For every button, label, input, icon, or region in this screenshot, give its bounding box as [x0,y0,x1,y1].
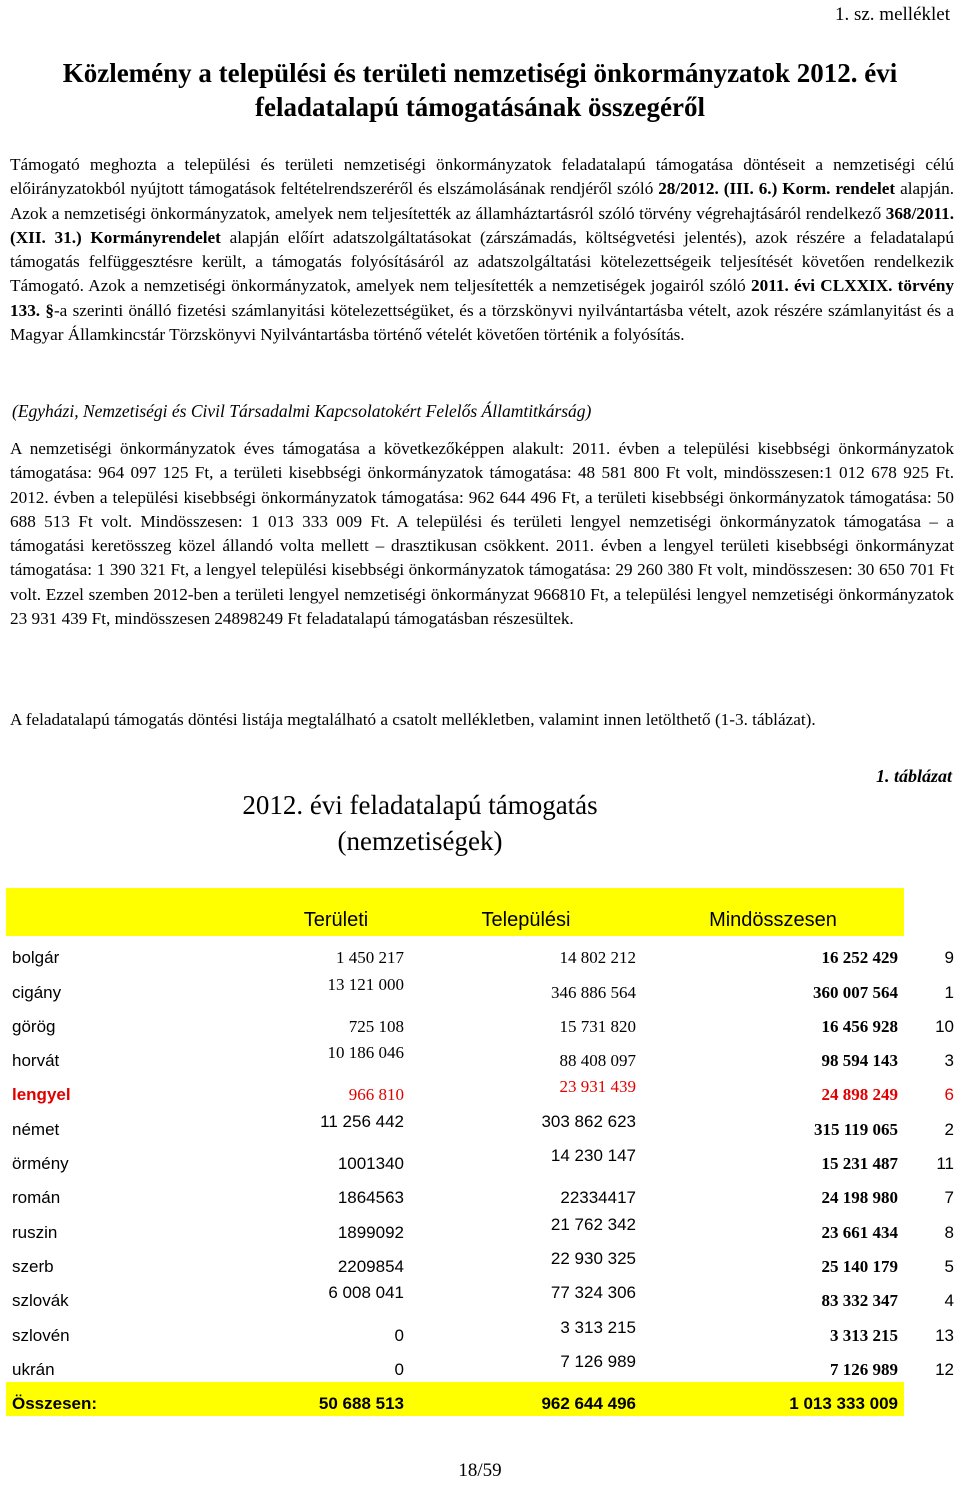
issuer-credit: (Egyházi, Nemzetiségi és Civil Társadalmi Kapcsolatokért Felelős Államtitkárság) [12,401,592,421]
table-row [6,1348,958,1382]
row-name: görög [12,1016,56,1036]
table-row [6,1142,958,1176]
table-row [6,1176,958,1210]
row-teruleti: 11 256 442 [320,1111,404,1131]
row-telepulesi: 7 126 989 [560,1351,636,1371]
sum-rank-blank [904,1382,958,1416]
row-rank: 4 [944,1291,954,1311]
row-teruleti: 1001340 [337,1154,404,1174]
row-name: szlovén [12,1325,70,1345]
row-rank: 11 [936,1154,954,1174]
row-rank: 2 [944,1119,954,1139]
intro-text-c: alapján. Azok a nemzetiségi önkormányzatok, amelyek nem teljesítették az államháztartásról szóló törvény végrehajtásáról rendelkező [10,179,954,223]
table-sum-row [6,1382,958,1416]
table-row [6,1210,958,1244]
row-name: szerb [12,1256,54,1276]
row-rank: 9 [944,948,954,968]
row-total: 3 313 215 [830,1325,898,1345]
intro-text-e: alapján előírt adatszolgáltatásokat (zárszámadás, költségvetési jelentés), azok részére a feladatalapú támogatás felfüggesztésre került, a támogatás folyósításáról az adatszolgáltatási kötelezettségeik teljesítését követően rendelkezik Támogató. Azok a nemzetiségi önkormányzatok, amelyek nem teljesítették a nemzetiségek jogairól szóló [10,227,954,296]
row-total: 98 594 143 [821,1051,898,1071]
download-paragraph [10,708,954,732]
table-row [6,936,958,970]
row-rank: 7 [944,1188,954,1208]
row-name: örmény [12,1154,69,1174]
row-total: 23 661 434 [821,1222,898,1242]
row-total: 25 140 179 [821,1256,898,1276]
support-summary-paragraph: A nemzetiségi önkormányzatok éves támogatása a következőképpen alakult: 2011. évben a települési kisebbségi önkormányzatok támogatása: 964 097 125 Ft, a területi kisebbségi önkormányzatok támogatása: 48 581 800 Ft volt, mindösszesen:1 012 678 925 Ft. 2012. évben a települési kisebbségi önkormányzatok támogatása: 962 644 496 Ft, a területi kisebbségi önkormányzatok támogatása: 50 688 513 Ft volt. Mindösszesen: 1 013 333 009 Ft. A települési és területi lengyel nemzetiségi önkormányzatok támogatása – a támogatási keretösszeg közel állandó volta mellett – drasztikusan csökkent. 2011. évben a lengyel területi kisebbségi önkormányzat támogatása: 1 390 321 Ft, a lengyel települési kisebbségi önkormányzatok támogatása: 29 260 380 Ft volt, mindösszesen: 30 650 701 Ft volt. Ezzel szemben 2012-ben a területi lengyel nemzetiségi önkormányzat 966810 Ft, a települési lengyel nemzetiségi önkormányzatok 23 931 439 Ft, mindösszesen 24898249 Ft feladatalapú támogatásban részesültek. [10,439,954,629]
row-telepulesi: 3 313 215 [560,1317,636,1337]
header-name [6,888,262,936]
table-title-line1: 2012. évi feladatalapú támogatás [242,790,598,820]
intro-text-g: -a szerinti önálló fizetési számlanyitási kötelezettségüket, és a törzskönyvi nyilvántartásba vételt, azok részére számlanyitást és a Magyar Államkincstár Törzskönyvi Nyilvántartásba történő vételét követően történik a folyósítás. [10,300,954,345]
row-name: román [12,1188,61,1208]
row-total: 16 456 928 [821,1016,898,1036]
row-rank: 13 [935,1325,954,1345]
table-header-row [6,888,958,936]
row-rank: 12 [935,1359,954,1379]
row-name: német [12,1119,60,1139]
sum-label: Összesen: [6,1382,262,1416]
row-teruleti: 1864563 [337,1188,404,1208]
row-telepulesi: 77 324 306 [550,1283,636,1303]
sum-total: 1 013 333 009 [642,1382,904,1416]
row-teruleti: 1 450 217 [336,948,404,968]
row-teruleti: 2209854 [337,1256,404,1276]
row-telepulesi: 14 802 212 [559,948,636,968]
page-title-line1: Közlemény a települési és területi nemzetiségi önkormányzatok 2012. évi [62,58,898,88]
row-teruleti: 6 008 041 [328,1283,404,1303]
annex-label: 1. sz. melléklet [834,4,950,25]
row-rank: 10 [935,1016,954,1036]
row-rank: 8 [944,1222,954,1242]
table-row [6,1107,958,1141]
row-teruleti: 0 [394,1325,404,1345]
row-total: 83 332 347 [821,1291,898,1311]
row-teruleti: 10 186 046 [327,1043,404,1063]
row-name: bolgár [12,948,60,968]
table-row [6,970,958,1004]
intro-text-a: Támogató meghozta a települési és területi nemzetiségi önkormányzatok feladatalapú támogatása döntéseit a nemzetiségi célú előirányzatokból nyújtott támogatások feltételrendszeréről és elszámolásának rendjéről szóló [10,155,954,199]
page-number: 18/59 [458,1460,502,1481]
table-title-line2: (nemzetiségek) [337,826,503,856]
row-name: ukrán [12,1359,55,1379]
decree-reference: 28/2012. (III. 6.) Korm. rendelet [658,179,896,199]
nationality-support-table [6,888,958,1416]
table-title [160,787,680,859]
government-decree-reference: 368/2011. (XII. 31.) Kormányrendelet [10,203,954,247]
row-telepulesi: 303 862 623 [541,1111,636,1131]
header-teruleti: Területi [262,888,410,936]
row-total: 24 898 249 [821,1085,898,1105]
row-teruleti: 725 108 [348,1016,404,1036]
page-title-line2: feladatalapú támogatásának összegéről [255,92,705,122]
row-rank: 1 [944,982,954,1002]
sum-teruleti: 50 688 513 [262,1382,410,1416]
row-teruleti: 13 121 000 [327,974,404,994]
row-name: lengyel [12,1085,71,1105]
row-telepulesi: 88 408 097 [559,1051,636,1071]
law-reference: 2011. évi CLXXIX. törvény 133. § [10,276,954,320]
row-telepulesi: 14 230 147 [550,1146,636,1166]
row-total: 16 252 429 [821,948,898,968]
row-name: ruszin [12,1222,58,1242]
row-rank: 5 [944,1256,954,1276]
row-total: 360 007 564 [813,982,898,1002]
row-name: horvát [12,1051,60,1071]
intro-paragraph [10,153,954,347]
row-total: 15 231 487 [821,1154,898,1174]
row-rank: 6 [944,1085,954,1105]
table-row [6,1279,958,1313]
row-name: cigány [12,982,62,1002]
header-mindosszesen: Mindösszesen [642,888,904,936]
header-telepulesi: Települési [410,888,642,936]
row-telepulesi: 22 930 325 [550,1248,636,1268]
table-row-highlighted [6,1073,958,1107]
row-telepulesi: 23 931 439 [559,1077,636,1097]
row-teruleti: 1899092 [337,1222,404,1242]
row-total: 24 198 980 [821,1188,898,1208]
row-teruleti: 0 [394,1359,404,1379]
table-row [6,1245,958,1279]
row-telepulesi: 22334417 [560,1188,636,1208]
row-teruleti: 966 810 [348,1085,404,1105]
sum-telepulesi: 962 644 496 [410,1382,642,1416]
table-row [6,1313,958,1347]
header-rank [904,888,958,936]
table-row [6,1005,958,1039]
download-link[interactable]: (1-3. táblázat). [710,710,816,729]
row-telepulesi: 21 762 342 [550,1214,636,1234]
table-number: 1. táblázat [875,766,952,786]
row-telepulesi: 346 886 564 [551,982,636,1002]
row-rank: 3 [944,1051,954,1071]
table-row [6,1039,958,1073]
row-telepulesi: 15 731 820 [559,1016,636,1036]
row-name: szlovák [12,1291,69,1311]
page-title [8,56,952,124]
row-total: 7 126 989 [830,1359,898,1379]
row-total: 315 119 065 [813,1119,898,1139]
download-text: A feladatalapú támogatás döntési listája megtalálható a csatolt mellékletben, valamint innen letölthető [10,710,711,729]
